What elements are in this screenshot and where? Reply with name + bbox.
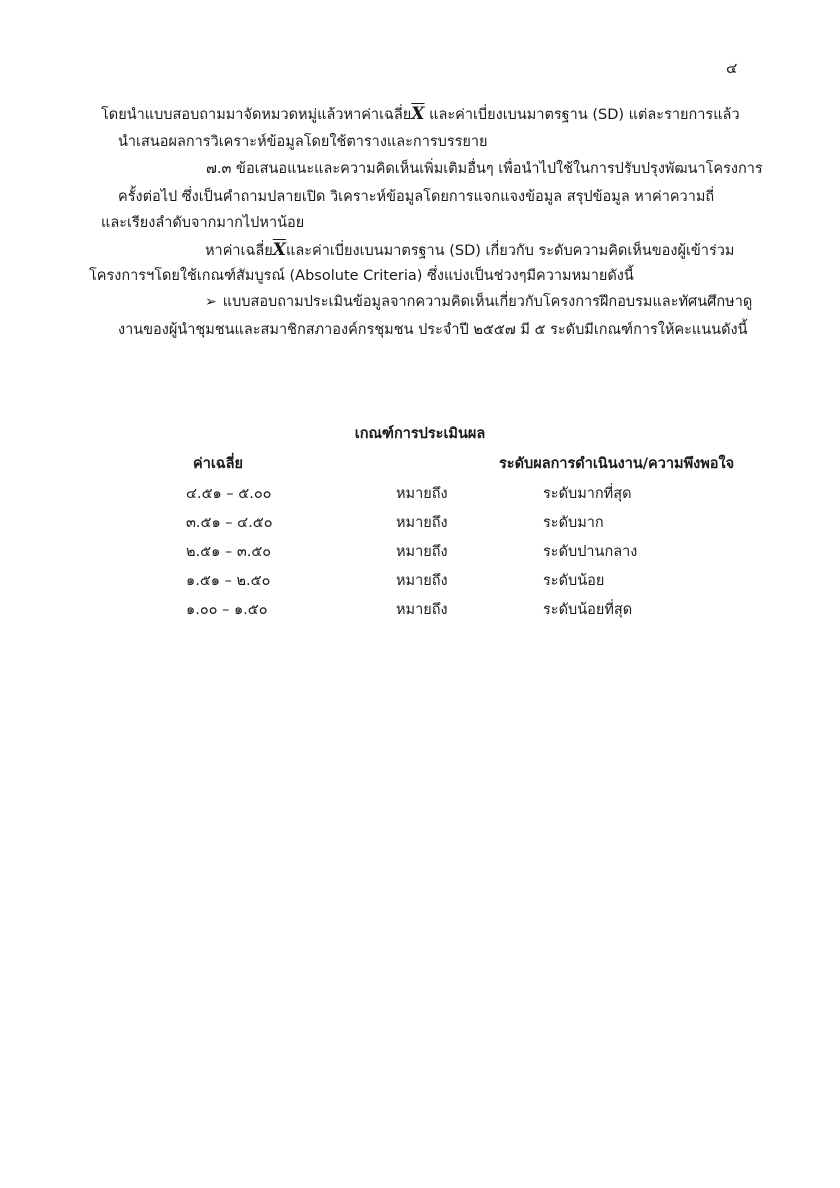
- range-value: ๒.๕๑ – ๓.๕๐: [186, 544, 272, 560]
- range-value: ๔.๕๑ – ๕.๐๐: [186, 486, 272, 502]
- text-segment: และค่าเบี่ยงเบนมาตรฐาน (SD) แต่ละรายการแล้ว: [424, 107, 740, 123]
- criteria-row: [0, 540, 840, 562]
- meaning-label: หมายถึง: [396, 486, 448, 502]
- text-segment: หาค่าเฉลี่ย: [205, 243, 273, 259]
- meaning-label: หมายถึง: [396, 544, 448, 560]
- criteria-row: [0, 511, 840, 533]
- meaning-label: หมายถึง: [396, 515, 448, 531]
- text-segment: และค่าเบี่ยงเบนมาตรฐาน (SD) เกี่ยวกับ ระดับความคิดเห็นของผู้เข้าร่วม: [285, 243, 735, 259]
- paragraph-4-line-1: [205, 292, 752, 312]
- range-value: ๑.๐๐ – ๑.๕๐: [186, 602, 268, 618]
- mean-symbol: $\overline{X}$: [411, 104, 425, 124]
- arrow-bullet-icon: ➢: [205, 294, 217, 310]
- paragraph-3-line-1: [205, 240, 734, 261]
- header-average: ค่าเฉลี่ย: [193, 456, 244, 472]
- range-value: ๑.๕๑ – ๒.๕๐: [186, 573, 271, 589]
- level-label: ระดับปานกลาง: [543, 544, 638, 560]
- text-segment: โดยนำแบบสอบถามมาจัดหมวดหมู่แล้วหาค่าเฉลี่ย: [101, 107, 412, 123]
- level-label: ระดับน้อย: [543, 573, 605, 589]
- criteria-title: เกณฑ์การประเมินผล: [354, 426, 486, 442]
- criteria-row: [0, 569, 840, 591]
- paragraph-1-line-1: [101, 104, 740, 125]
- paragraph-2-line-1: ๗.๓ ข้อเสนอแนะและความคิดเห็นเพิ่มเติมอื่นๆ เพื่อนำไปใช้ในการปรับปรุงพัฒนาโครงการ: [206, 161, 763, 177]
- paragraph-2-line-3: และเรียงลำดับจากมากไปหาน้อย: [101, 215, 305, 231]
- level-label: ระดับมากที่สุด: [543, 486, 632, 502]
- paragraph-3-line-2: โครงการฯโดยใช้เกณฑ์สัมบูรณ์ (Absolute Criteria) ซึ่งแบ่งเป็นช่วงๆมีความหมายดังนี้: [89, 268, 634, 284]
- mean-symbol: $\overline{X}$: [272, 240, 286, 260]
- paragraph-4-line-2: งานของผู้นำชุมชนและสมาชิกสภาองค์กรชุมชน ประจำปี ๒๕๕๗ มี ๕ ระดับมีเกณฑ์การให้คะแนนดังนี้: [118, 322, 748, 338]
- text-segment: แบบสอบถามประเมินข้อมูลจากความคิดเห็นเกี่ยวกับโครงการฝึกอบรมและทัศนศึกษาดู: [222, 294, 753, 310]
- criteria-row: [0, 482, 840, 504]
- criteria-row: [0, 598, 840, 620]
- range-value: ๓.๕๑ – ๔.๕๐: [186, 515, 273, 531]
- meaning-label: หมายถึง: [396, 602, 448, 618]
- level-label: ระดับมาก: [543, 515, 604, 531]
- header-performance-level: ระดับผลการดำเนินงาน/ความพึงพอใจ: [499, 456, 735, 472]
- page-number: ๔: [726, 59, 738, 77]
- paragraph-1-line-2: นำเสนอผลการวิเคราะห์ข้อมูลโดยใช้ตารางและการบรรยาย: [118, 134, 488, 150]
- paragraph-2-line-2: ครั้งต่อไป ซึ่งเป็นคำถามปลายเปิด วิเคราะห์ข้อมูลโดยการแจกแจงข้อมูล สรุปข้อมูล หาค่าความถี่: [118, 189, 715, 205]
- level-label: ระดับน้อยที่สุด: [543, 602, 633, 618]
- meaning-label: หมายถึง: [396, 573, 448, 589]
